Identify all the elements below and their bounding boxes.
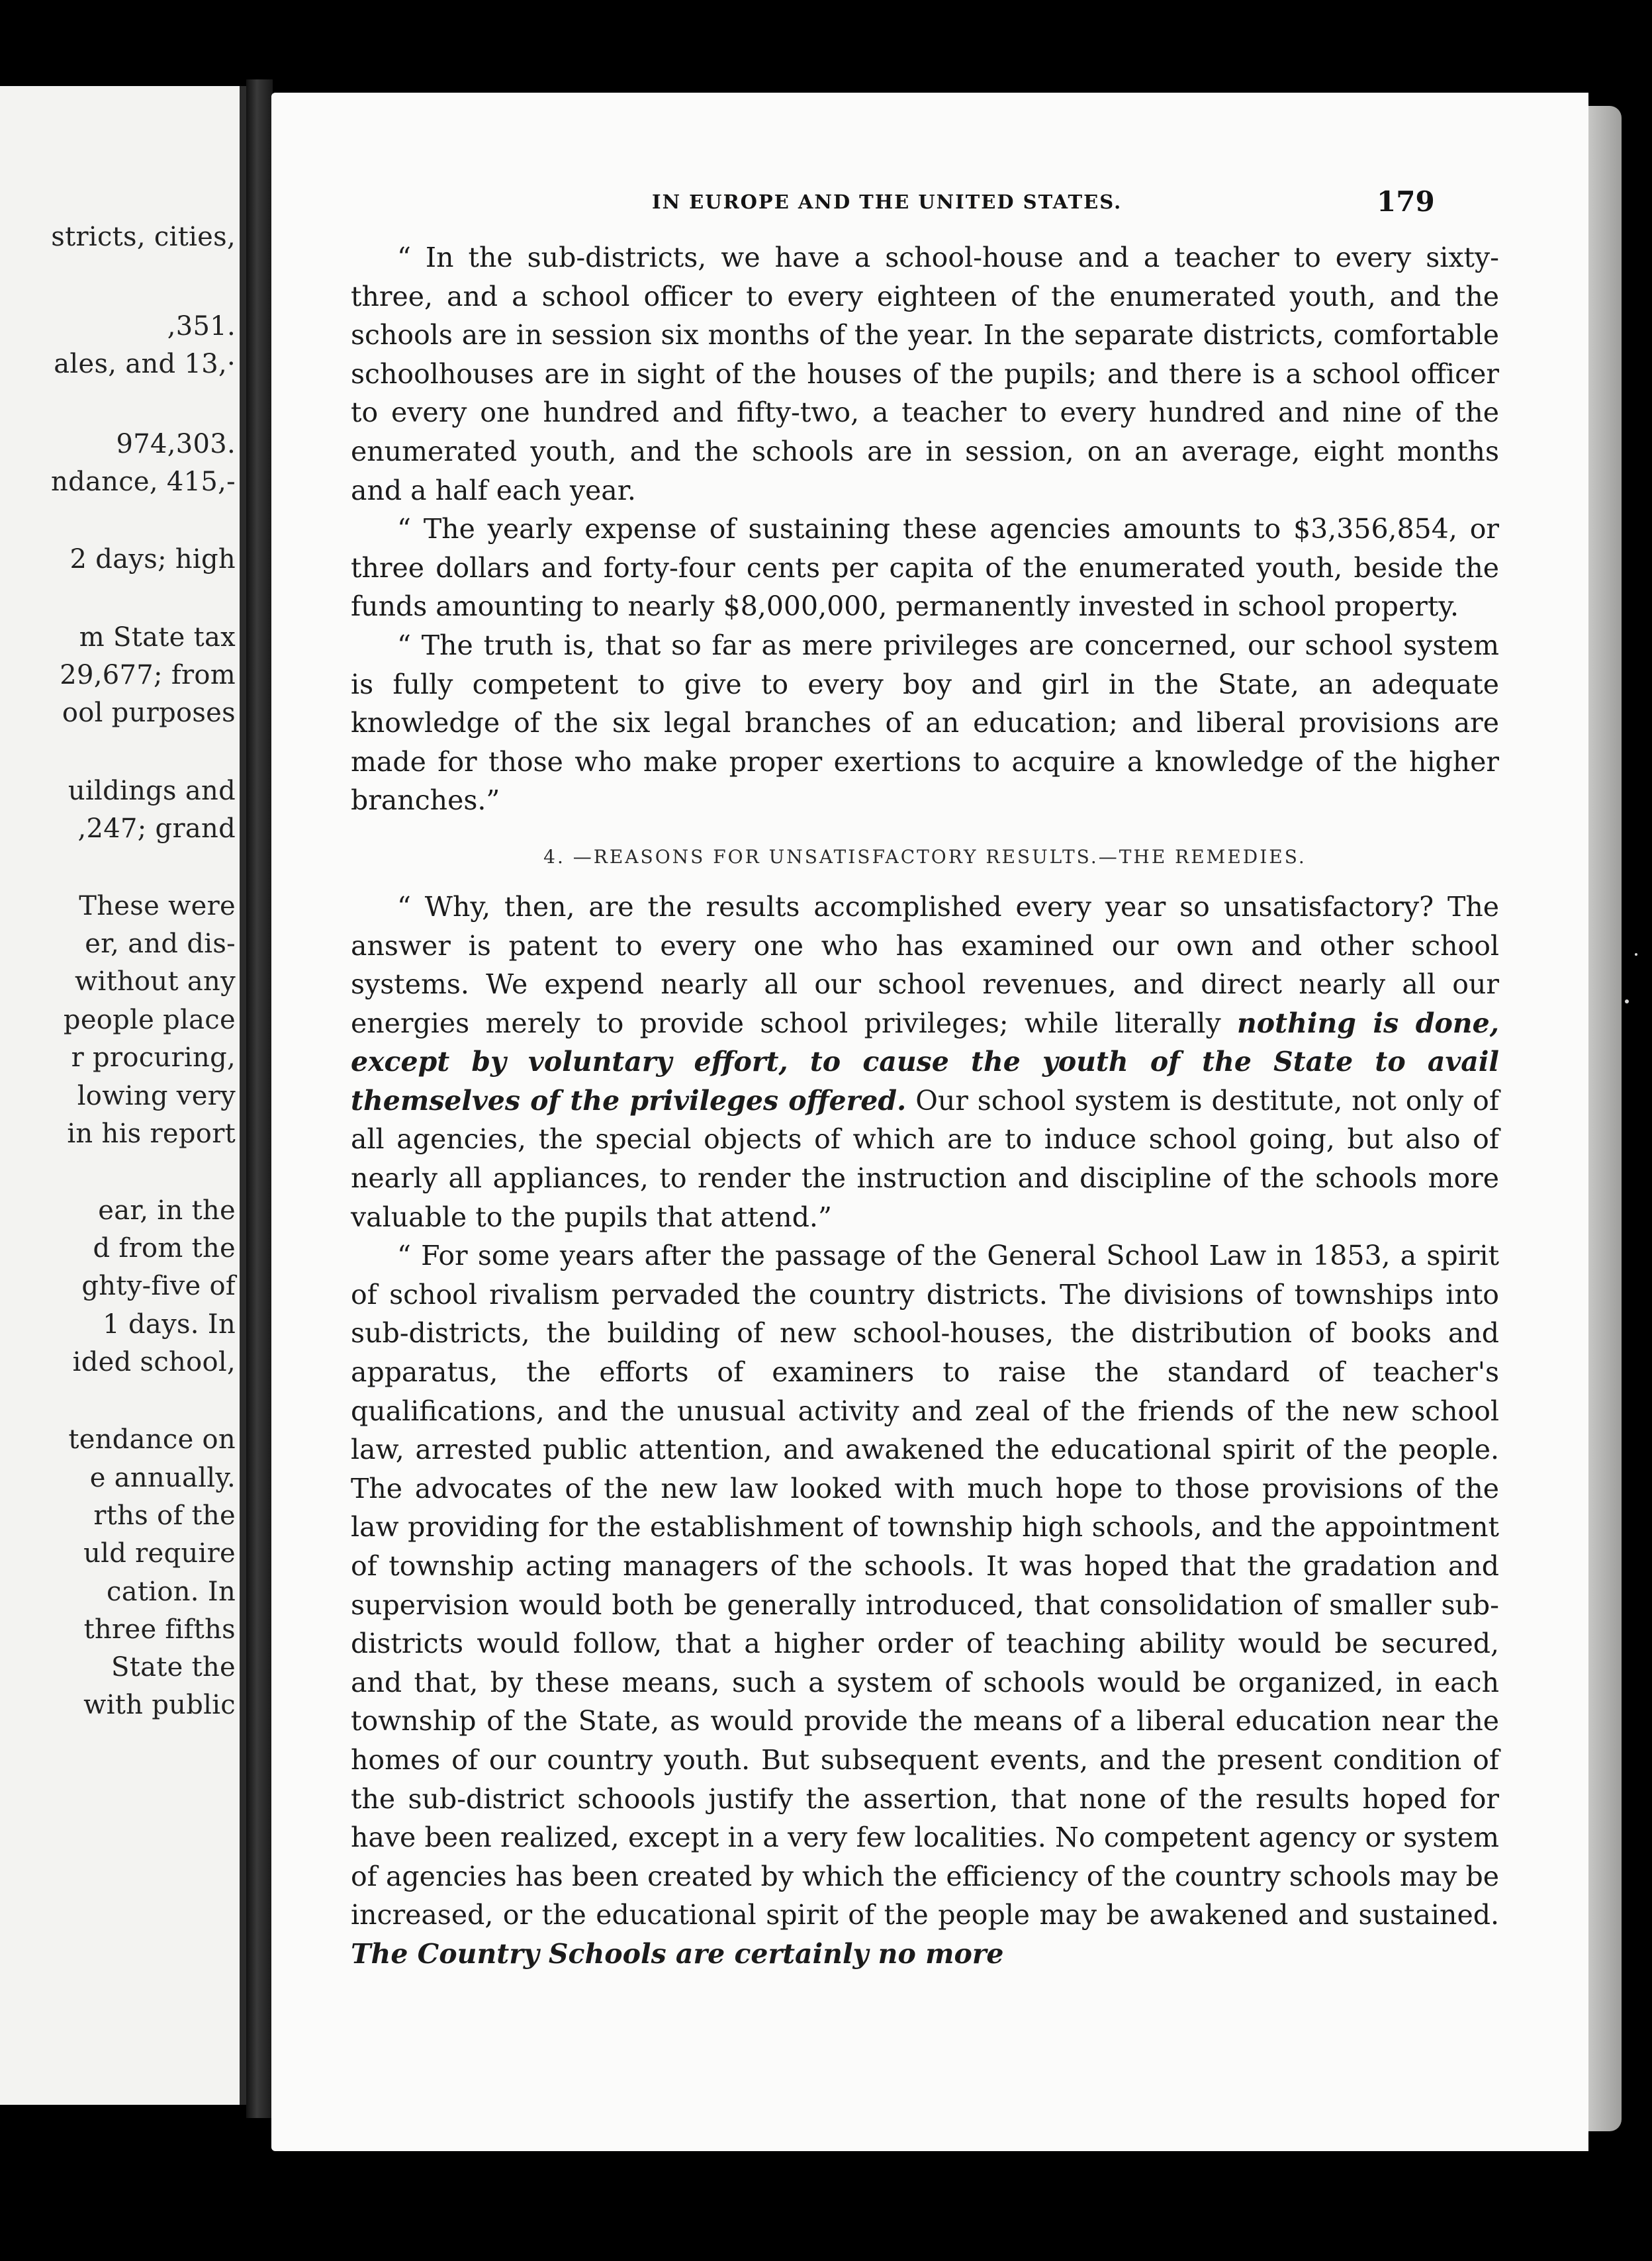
paragraph-final-text: “ For some years after the passage of the General School Law in 1853, a spirit of school rivalism pervaded the country districts. The divisions of townships into sub-districts, the building of new school-houses, the distribution of books and apparatus, the efforts of examiners to raise the standard of teacher's qualifications, and the unusual activity and zeal of the friends of the new school law, arrested public attention, and awakened the educational spirit of the people. The advocates of the new law looked with much hope to those provisions of the law providing for the establishment of township high schools, and the appointment of township acting managers of the schools. It was hoped that the gradation and supervision would both be generally introduced, that consolidation of smaller sub-districts would follow, that a higher order of teaching ability would be secured, and that, by these means, such a system of schools would be organized, in each township of the State, as would provide the means of a liberal education near the homes of our country youth. But subsequent events, and the present condition of the sub-district schoools justify the assertion, that none of the results hoped for have been realized, except in a very few localities. No competent agency or system of agencies has been created by which the efficiency of the country schools may be increased, or the educational spirit of the people may be awakened and sustained.	[351, 1240, 1499, 1931]
left-page-line: lowing very	[77, 1081, 236, 1111]
paragraph-truth: “ The truth is, that so far as mere privileges are concerned, our school system is fully competent to give to every boy and girl in the State, an adequate knowledge of the six legal branches of an education; and liberal provisions are made for those who make proper exertions to acquire a knowledge of the higher branches.”	[351, 629, 1499, 817]
left-page-line: tendance on	[68, 1424, 236, 1455]
left-page-line: e annually.	[89, 1463, 236, 1493]
left-page-line: stricts, cities,	[51, 222, 236, 252]
left-page-line: 1 days. In	[103, 1309, 236, 1340]
left-page-line: m State tax	[79, 622, 236, 653]
left-page-line: with public	[83, 1690, 236, 1720]
left-page-line: 29,677; from	[60, 660, 236, 690]
left-page-line: ided school,	[72, 1347, 236, 1377]
left-page-line: three fifths	[83, 1614, 236, 1645]
left-page-line: These were	[79, 891, 236, 921]
right-page	[271, 93, 1588, 2151]
paragraph-yearly-expense: “ The yearly expense of sustaining these agencies amounts to $3,356,854, or three dollars and forty-four cents per capita of the enumerated youth, beside the funds amounting to nearly $8,000,000, permanently invested in school property.	[351, 513, 1499, 623]
section-heading: 4. —REASONS FOR UNSATISFACTORY RESULTS.—THE REMEDIES.	[543, 845, 1307, 868]
left-page-line: cation. In	[107, 1577, 236, 1607]
left-page-line: rths of the	[93, 1500, 236, 1531]
left-page-line: ndance, 415,-	[51, 467, 236, 497]
left-page-line: uld require	[83, 1538, 236, 1569]
left-page-line: 974,303.	[116, 429, 236, 459]
paragraph-why-text-end: Our school system is destitute, not only of all agencies, the special objects of which are to induce school going, but also of nearly all appliances, to render the instruction and discipline of the schools more valuable to the pupils that attend.”	[351, 1084, 1499, 1233]
paragraph-final-italic: The Country Schools are certainly no more	[351, 1937, 1004, 1970]
running-head: IN EUROPE AND THE UNITED STATES.	[652, 191, 1123, 213]
body-text	[351, 238, 1499, 1974]
left-page-line: ,247; grand	[77, 813, 236, 844]
left-page-line: ool purposes	[62, 698, 236, 728]
left-page-line: er, and dis-	[85, 929, 236, 959]
page-number: 179	[1377, 185, 1435, 218]
left-page-line: ghty-five of	[81, 1271, 236, 1301]
paragraph-why-text-start: “ Why, then, are the results accomplished every year so unsatisfactory? The answer is patent to every one who has examined our own and other school systems. We expend nearly all our school revenues, and direct nearly all our energies merely to provide school privileges; while literally	[351, 890, 1499, 1039]
left-page-line: ,351.	[167, 311, 236, 342]
paragraph-sub-districts: “ In the sub-districts, we have a school-house and a teacher to every sixty-three, and a school officer to every eighteen of the enumerated youth, and the schools are in session six months of the year. In the separate districts, comfortable schoolhouses are in sight of the houses of the pupils; and there is a school officer to every one hundred and fifty-two, a teacher to every hundred and nine of the enumerated youth, and the schools are in session, on an average, eight months and a half each year.	[351, 242, 1499, 506]
left-page-line: ales, and 13,·	[54, 349, 236, 379]
dust-speck	[1635, 953, 1637, 956]
left-page-line: in his report	[67, 1119, 236, 1149]
left-page-line: uildings and	[68, 776, 236, 806]
paragraph-why-italic: nothing is done, except by voluntary effort, to cause the youth of the State to avail themselves of the privileges offered.	[351, 1007, 1499, 1117]
left-page-line: without any	[74, 966, 236, 997]
paragraph-why-unsatisfactory	[351, 888, 1499, 1236]
left-page-line: d from the	[93, 1233, 236, 1264]
left-page-line: State the	[111, 1652, 236, 1683]
dust-speck	[1625, 999, 1629, 1003]
paragraph-school-law-1853	[351, 1236, 1499, 1973]
left-page-line: ear, in the	[98, 1195, 236, 1226]
left-page-line: 2 days; high	[69, 544, 236, 575]
left-page-line: people place	[63, 1005, 236, 1035]
left-page-line: r procuring,	[71, 1042, 236, 1073]
book-gutter	[246, 79, 273, 2118]
left-facing-page	[0, 86, 246, 2105]
